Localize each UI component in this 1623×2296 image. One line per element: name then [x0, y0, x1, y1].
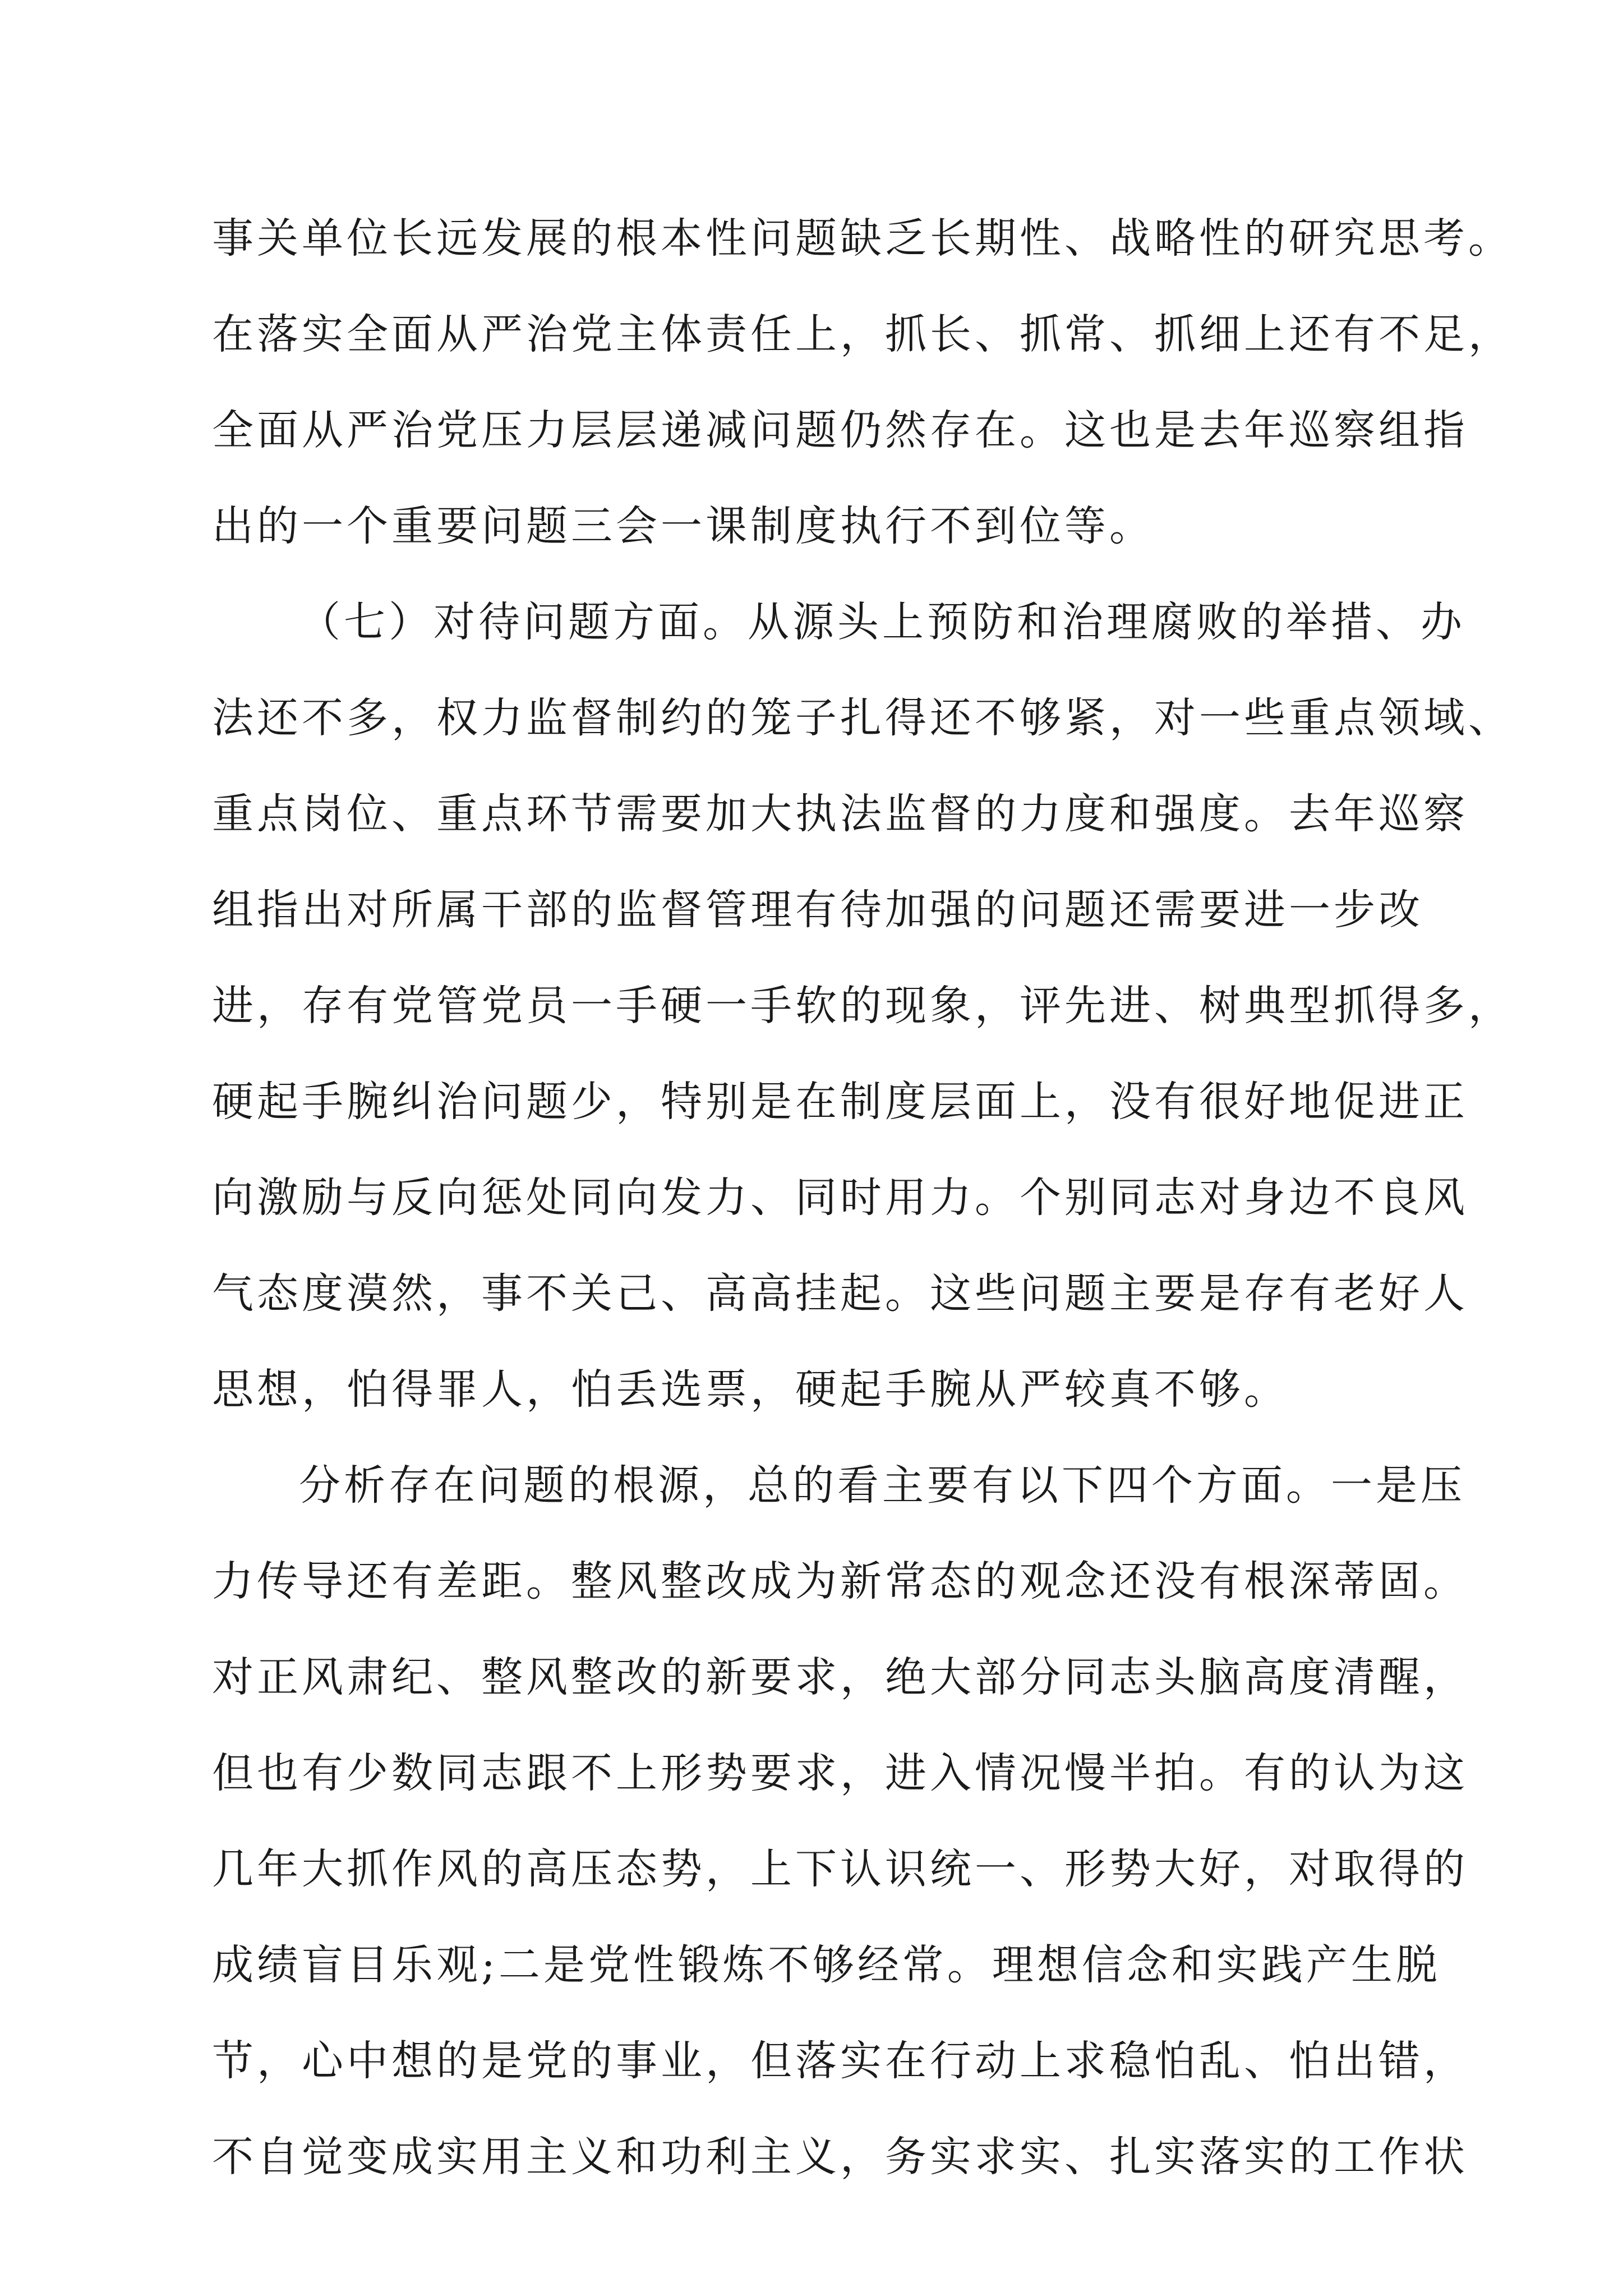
- paragraph-start-line: 分析存在问题的根源，总的看主要有以下四个方面。一是压: [299, 1461, 1465, 1510]
- text-line: 向激励与反向惩处同向发力、同时用力。个别同志对身边不良风: [212, 1174, 1468, 1222]
- text-line: 事关单位长远发展的根本性问题缺乏长期性、战略性的研究思考。: [212, 214, 1513, 263]
- text-line: 法还不多，权力监督制约的笼子扎得还不够紧，对一些重点领域、: [212, 694, 1513, 742]
- text-line: 成绩盲目乐观;二是党性锻炼不够经常。理想信念和实践产生脱: [212, 1941, 1441, 1989]
- text-line: 对正风肃纪、整风整改的新要求，绝大部分同志头脑高度清醒，: [212, 1653, 1468, 1701]
- text-line: 硬起手腕纠治问题少，特别是在制度层面上，没有很好地促进正: [212, 1078, 1468, 1126]
- text-line: 全面从严治党压力层层递减问题仍然存在。这也是去年巡察组指: [212, 406, 1468, 454]
- text-line: 几年大抓作风的高压态势，上下认识统一、形势大好，对取得的: [212, 1845, 1468, 1893]
- text-line: 重点岗位、重点环节需要加大执法监督的力度和强度。去年巡察: [212, 790, 1468, 838]
- text-line: 气态度漠然，事不关己、高高挂起。这些问题主要是存有老好人: [212, 1269, 1468, 1318]
- text-line: 在落实全面从严治党主体责任上，抓长、抓常、抓细上还有不足，: [212, 310, 1513, 358]
- text-line: 进，存有党管党员一手硬一手软的现象，评先进、树典型抓得多，: [212, 982, 1513, 1030]
- text-line: 组指出对所属干部的监督管理有待加强的问题还需要进一步改: [212, 886, 1423, 934]
- text-line: 但也有少数同志跟不上形势要求，进入情况慢半拍。有的认为这: [212, 1749, 1468, 1797]
- text-line: 节，心中想的是党的事业，但落实在行动上求稳怕乱、怕出错，: [212, 2037, 1468, 2085]
- paragraph-start-line: （七）对待问题方面。从源头上预防和治理腐败的举措、办: [299, 598, 1465, 646]
- text-line: 出的一个重要问题三会一课制度执行不到位等。: [212, 502, 1154, 550]
- text-line: 不自觉变成实用主义和功利主义，务实求实、扎实落实的工作状: [212, 2133, 1468, 2181]
- text-line: 思想，怕得罪人，怕丢选票，硬起手腕从严较真不够。: [212, 1365, 1289, 1414]
- text-line: 力传导还有差距。整风整改成为新常态的观念还没有根深蒂固。: [212, 1557, 1468, 1605]
